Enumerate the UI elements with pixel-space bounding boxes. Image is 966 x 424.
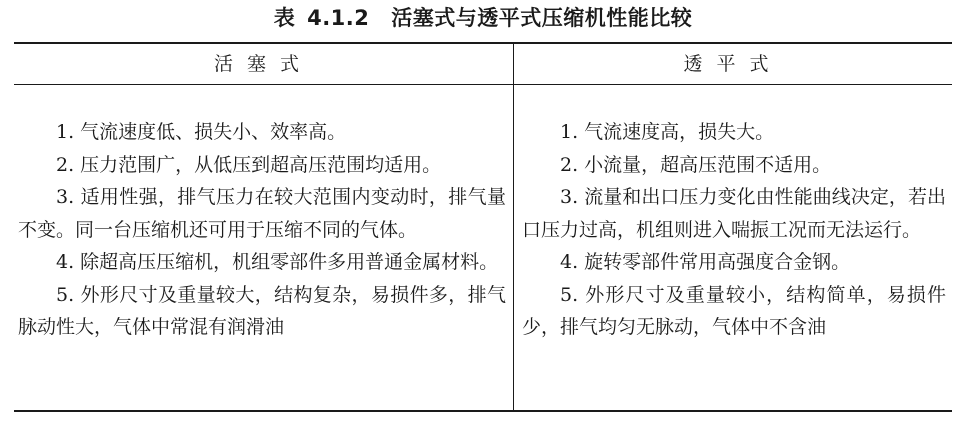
comparison-table [14, 42, 952, 412]
piston-item-4: 4. 除超高压压缩机，机组零部件多用普通金属材料。 [56, 251, 499, 273]
header-turbo: 透平式 [683, 53, 783, 75]
turbo-item-1: 1. 气流速度高，损失大。 [560, 121, 775, 143]
caption-number: 4.1.2 [307, 6, 370, 30]
turbo-item-2: 2. 小流量，超高压范围不适用。 [560, 153, 832, 176]
piston-item-1: 1. 气流速度低、损失小、效率高。 [56, 121, 347, 143]
turbo-item-3: 3. 流量和出口压力变化由性能曲线决定，若出口压力过高，机组则进入喘振工况而无法运行。 [522, 186, 946, 241]
caption-title: 活塞式与透平式压缩机性能比较 [391, 6, 693, 30]
piston-item-3: 3. 适用性强，排气压力在较大范围内变动时，排气量不变。同一台压缩机还可用于压缩不同的气体。 [18, 186, 506, 241]
header-rule [14, 84, 952, 85]
table-caption [0, 4, 966, 32]
header-piston: 活塞式 [213, 53, 313, 75]
caption-label: 表 [273, 6, 296, 30]
piston-item-5: 5. 外形尺寸及重量较大，结构复杂，易损件多，排气脉动性大，气体中常混有润滑油 [18, 283, 506, 338]
piston-item-2: 2. 压力范围广，从低压到超高压范围均适用。 [56, 153, 442, 176]
turbo-column [522, 116, 946, 344]
piston-column [14, 116, 506, 344]
column-divider [513, 44, 514, 410]
turbo-item-4: 4. 旋转零部件常用高强度合金钢。 [560, 251, 851, 273]
turbo-item-5: 5. 外形尺寸及重量较小，结构简单，易损件少，排气均匀无脉动，气体中不含油 [522, 283, 946, 338]
